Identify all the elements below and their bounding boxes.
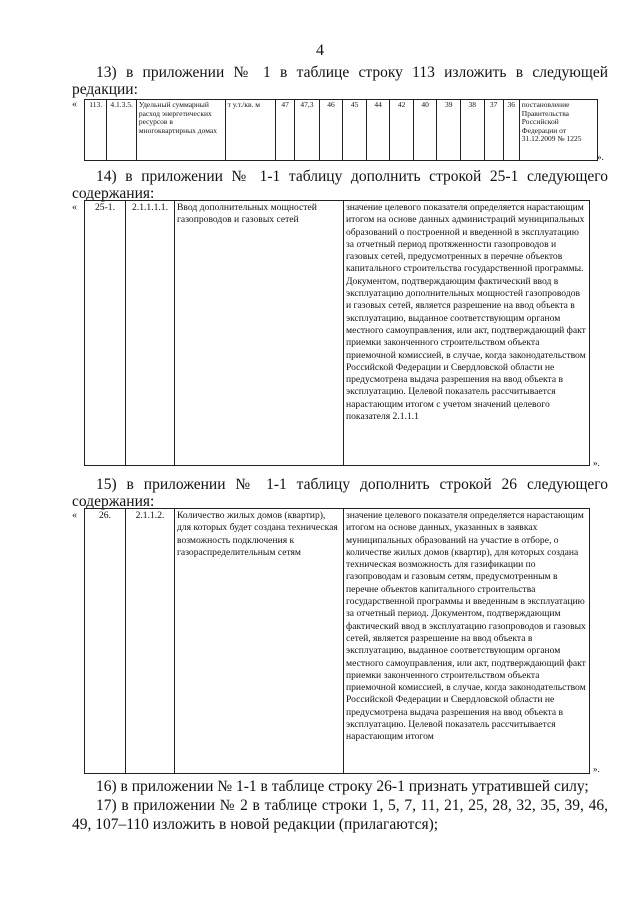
item-15-line2: содержания: (72, 493, 155, 510)
cell-num: 113. (85, 100, 107, 161)
cell-value: 36 (503, 100, 519, 161)
cell-unit: т у.т./кв. м (225, 100, 275, 161)
open-quote: « (72, 510, 77, 521)
cell-value: 46 (319, 100, 343, 161)
item-17-line1: 17) в приложении № 2 в таблице строки 1, 5, 7, 11, 21, 25, 28, 32, 35, 39, 46, (96, 797, 608, 814)
item-13-line1: 13) в приложении № 1 в таблице строку 113 изложить в следующей (96, 64, 608, 81)
cell-code: 2.1.1.2. (126, 509, 175, 774)
table-row (85, 100, 598, 161)
cell-value: 39 (437, 100, 461, 161)
cell-value: 42 (390, 100, 414, 161)
cell-value: 47 (275, 100, 294, 161)
item-13-line2: редакции: (72, 81, 138, 98)
cell-value: 40 (413, 100, 437, 161)
cell-value: 44 (366, 100, 390, 161)
open-quote: « (72, 202, 77, 213)
table-row-26 (84, 508, 590, 774)
open-quote: « (72, 99, 77, 110)
cell-value: 45 (343, 100, 367, 161)
cell-num: 25-1. (85, 201, 126, 466)
item-14-line1: 14) в приложении № 1-1 таблицу дополнить строкой 25-1 следующего (96, 168, 608, 185)
item-17-line2: 49, 107–110 изложить в новой редакции (прилагаются); (72, 816, 439, 833)
cell-value: 37 (484, 100, 503, 161)
item-15-line1: 15) в приложении № 1-1 таблицу дополнить строкой 26 следующего (96, 476, 608, 493)
item-14-line2: содержания: (72, 185, 155, 202)
cell-indicator: Ввод дополнительных мощностей газопроводов и газовых сетей (175, 201, 344, 466)
cell-indicator: Количество жилых домов (квартир), для которых будет создана техническая возможность подключения к газораспределительным сетям (175, 509, 344, 774)
cell-code: 2.1.1.1.1. (126, 201, 175, 466)
table-row-25-1 (84, 200, 590, 466)
cell-method: значение целевого показателя определяется нарастающим итогом на основе данных, указанных в заявках муниципальных образований на участие в отборе, о количестве жилых домов (квартир), для которых создана техническая возможность для газификации по газопроводам и газовым сетям, предусмотренным в перечне объектов капитального строительства государственной программы и введенным в эксплуатацию за отчетный период. Документом, подтверждающим фактический ввод в эксплуатацию газопроводов и газовых сетей, является разрешение на ввод объекта в эксплуатацию, выданное соответствующим органом местного самоуправления, или акт, подтверждающий факт приемки законченного строительством объекта приемочной комиссией, в случае, когда законодательством Российской Федерации и Свердловской области не предусмотрена выдача разрешения на ввод объекта в эксплуатацию. Целевой показатель рассчитывается нарастающим итогом (344, 509, 590, 774)
item-16: 16) в приложении № 1-1 в таблице строку 26-1 признать утратившей силу; (96, 778, 589, 795)
table-row (85, 201, 590, 466)
close-quote: ». (597, 152, 604, 162)
cell-source: постановление Правительства Российской Федерации от 31.12.2009 № 1225 (519, 100, 597, 161)
cell-method: значение целевого показателя определяется нарастающим итогом на основе данных администраций муниципальных образований о построенной и введенной в эксплуатацию за отчетный период протяженности газопроводов и газовых сетей, предусмотренных в перечне объектов капитального строительства государственной программы. Документом, подтверждающим фактический ввод в эксплуатацию дополнительных мощностей газопроводов и газовых сетей, является разрешение на ввод объекта в эксплуатацию, выданное соответствующим органом местного самоуправления, или акт, подтверждающий факт приемки законченного строительством объекта приемочной комиссией, в случае, когда законодательством Российской Федерации и Свердловской области не предусмотрена выдача разрешения на ввод объекта в эксплуатацию. Целевой показатель рассчитывается нарастающим итогом с учетом значений целевого показателя 2.1.1.1 (344, 201, 590, 466)
cell-value: 47,3 (295, 100, 320, 161)
cell-code: 4.1.3.5. (107, 100, 136, 161)
close-quote: ». (593, 764, 600, 774)
cell-value: 38 (460, 100, 484, 161)
page-number: 4 (316, 42, 324, 59)
close-quote: ». (593, 458, 600, 468)
table-row (85, 509, 590, 774)
table-row-113 (84, 99, 598, 161)
cell-indicator: Удельный суммарный расход энергетических ресурсов в многоквартирных домах (136, 100, 225, 161)
cell-num: 26. (85, 509, 126, 774)
